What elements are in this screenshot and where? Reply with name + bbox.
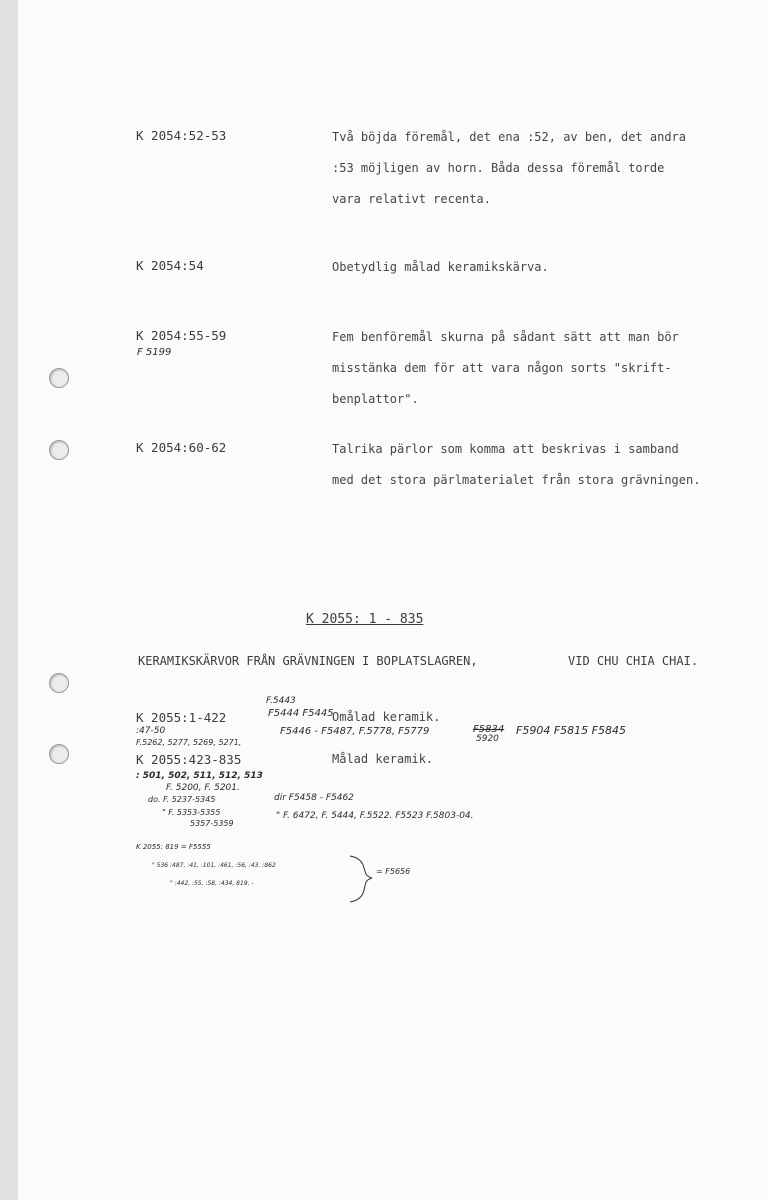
catalog-description (332, 434, 700, 496)
description-line: vara relativt recenta. (332, 192, 491, 206)
catalog-ref: K 2055:1-422 (136, 710, 227, 725)
catalog-description: Målad keramik. (332, 752, 434, 766)
handwritten-note: " F. 6472, F. 5444, F.5522. F5523 F.5803-04. (276, 811, 474, 821)
handwritten-note: F.5443 (266, 696, 296, 706)
description-line: benplattor". (332, 392, 419, 406)
description-line: Fem benföremål skurna på sådant sätt att man bör (332, 330, 679, 344)
handwritten-note: F5444 F5445 (268, 708, 334, 719)
handwritten-note: F.5262, 5277, 5269, 5271, (136, 738, 242, 747)
description-line: Två böjda föremål, det ena :52, av ben, det andra (332, 130, 687, 144)
description-line: Talrika pärlor som komma att beskrivas i samband (332, 442, 679, 456)
handwritten-note: " :442, :55, :58, :434, 819. - (170, 880, 254, 887)
handwritten-note: F 5199 (137, 347, 172, 358)
punch-hole (49, 440, 69, 460)
punch-hole (49, 368, 69, 388)
handwritten-note: F5834 (473, 724, 505, 735)
section-subheading: KERAMIKSKÄRVOR FRÅN GRÄVNINGEN I BOPLATSLAGREN, (138, 654, 478, 668)
description-line: med det stora pärlmaterialet från stora grävningen. (332, 473, 701, 487)
catalog-description: Omålad keramik. (332, 710, 441, 724)
catalog-ref: K 2054:60-62 (136, 440, 227, 455)
catalog-description (332, 122, 686, 215)
section-location: VID CHU CHIA CHAI. (568, 654, 699, 668)
handwritten-note: do. F. 5237-5345 (148, 795, 216, 804)
description-line: :53 möjligen av horn. Båda dessa föremål torde (332, 161, 665, 175)
description-line: Obetydlig målad keramikskärva. (332, 260, 549, 274)
bracket-mark (348, 854, 376, 904)
catalog-description (332, 322, 679, 415)
catalog-ref: K 2054:55-59 (136, 328, 227, 343)
catalog-description (332, 252, 549, 283)
catalog-ref: K 2054:52-53 (136, 128, 227, 143)
catalog-ref: K 2054:54 (136, 258, 204, 273)
handwritten-note: F. 5200, F. 5201. (166, 783, 240, 793)
catalog-ref: K 2055:423-835 (136, 752, 242, 767)
handwritten-note: F5904 F5815 F5845 (516, 724, 626, 737)
handwritten-note: = F5656 (376, 867, 411, 876)
handwritten-note: " F. 5353-5355 (162, 808, 221, 817)
handwritten-note: : 501, 502, 511, 512, 513 (136, 771, 263, 781)
punch-hole (49, 673, 69, 693)
handwritten-note: " 536 :487, :41, :101, :461, :56, :43. :862 (152, 862, 276, 869)
punch-hole (49, 744, 69, 764)
handwritten-note: F5446 - F5487, F.5778, F5779 (280, 726, 430, 737)
handwritten-note: K 2055: 819 = F5555 (136, 843, 211, 851)
handwritten-note: 5920 (476, 734, 499, 744)
description-line: misstänka dem för att vara någon sorts "skrift- (332, 361, 672, 375)
handwritten-note: :47-50 (136, 726, 166, 736)
handwritten-note: dir F5458 - F5462 (274, 793, 354, 803)
section-heading: K 2055: 1 - 835 (306, 612, 424, 627)
handwritten-note: 5357-5359 (190, 819, 234, 828)
